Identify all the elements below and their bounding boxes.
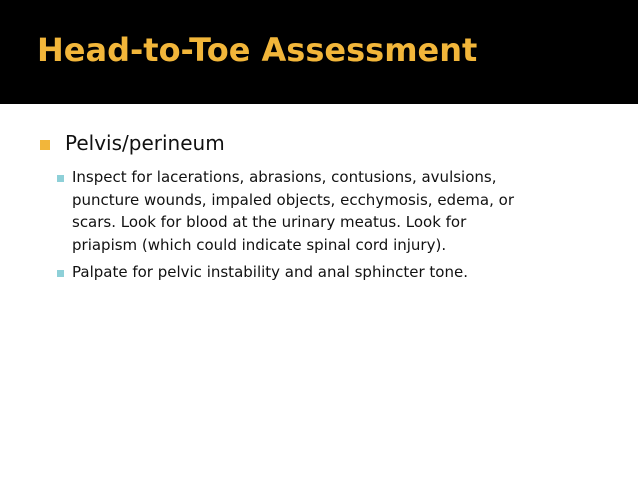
square-bullet-icon (57, 175, 64, 182)
subbullet-line: puncture wounds, impaled objects, ecchymosis, edema, or (72, 190, 514, 209)
subbullet-line: priapism (which could indicate spinal cord injury). (72, 235, 447, 254)
subbullet-inspect (72, 166, 612, 256)
title-bar (0, 0, 638, 101)
subbullet-line: Inspect for lacerations, abrasions, contusions, avulsions, (72, 168, 497, 186)
subbullet-line: Palpate for pelvic instability and anal sphincter tone. (72, 263, 468, 281)
square-bullet-icon (40, 140, 50, 150)
title-divider (0, 101, 638, 104)
subbullet-palpate (72, 261, 612, 284)
slide-title: Head-to-Toe Assessment (37, 31, 478, 69)
bullet-pelvis-perineum: Pelvis/perineum (65, 131, 225, 155)
square-bullet-icon (57, 270, 64, 277)
subbullet-line: scars. Look for blood at the urinary meatus. Look for (72, 213, 467, 231)
